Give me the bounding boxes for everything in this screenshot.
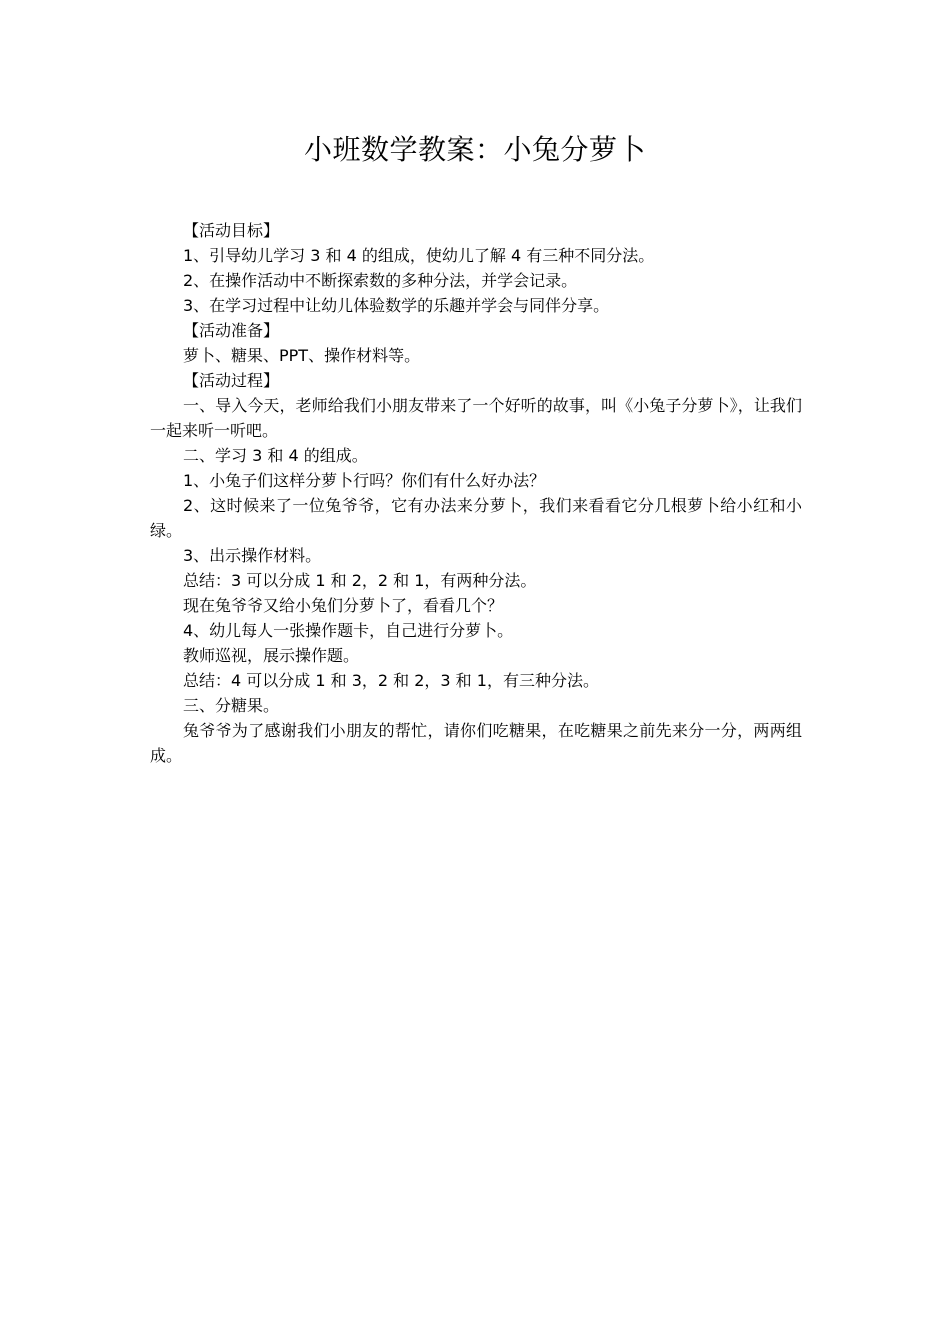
document-title: 小班数学教案：小兔分萝卜: [303, 133, 646, 166]
goal-item-3: 3、在学习过程中让幼儿体验数学的乐趣并学会与同伴分享。: [183, 296, 610, 315]
preparation-text: 萝卜、糖果、PPT、操作材料等。: [183, 346, 421, 365]
document-body: [150, 218, 802, 768]
process-text: 现在兔爷爷又给小兔们分萝卜了，看看几个？: [183, 596, 504, 615]
goal-item-1: 1、引导幼儿学习 3 和 4 的组成，使幼儿了解 4 有三种不同分法。: [183, 246, 655, 265]
goal-item-2: 2、在操作活动中不断探索数的多种分法，并学会记录。: [183, 271, 578, 290]
section-heading-goals: 【活动目标】: [183, 221, 280, 240]
teacher-note: 教师巡视，展示操作题。: [183, 646, 360, 665]
summary-4: 总结：4 可以分成 1 和 3，2 和 2，3 和 1，有三种分法。: [183, 671, 599, 690]
process-item-3: 3、出示操作材料。: [183, 546, 322, 565]
section-heading-preparation: 【活动准备】: [183, 321, 280, 340]
process-item-4: 4、幼儿每人一张操作题卡，自己进行分萝卜。: [183, 621, 514, 640]
process-item-2: 2、这时候来了一位兔爷爷，它有办法来分萝卜，我们来看看它分几根萝卜给小红和小绿。: [150, 496, 802, 540]
process-step-3-heading: 三、分糖果。: [183, 696, 280, 715]
section-heading-process: 【活动过程】: [183, 371, 280, 390]
process-step-2-heading: 二、学习 3 和 4 的组成。: [183, 446, 368, 465]
summary-3: 总结：3 可以分成 1 和 2，2 和 1，有两种分法。: [183, 571, 537, 590]
process-item-1: 1、小兔子们这样分萝卜行吗？你们有什么好办法？: [183, 471, 546, 490]
process-intro: 一、导入今天，老师给我们小朋友带来了一个好听的故事，叫《小兔子分萝卜》，让我们一起来听一听吧。: [150, 396, 802, 440]
process-closing: 兔爷爷为了感谢我们小朋友的帮忙，请你们吃糖果，在吃糖果之前先来分一分，两两组成。: [150, 721, 802, 765]
